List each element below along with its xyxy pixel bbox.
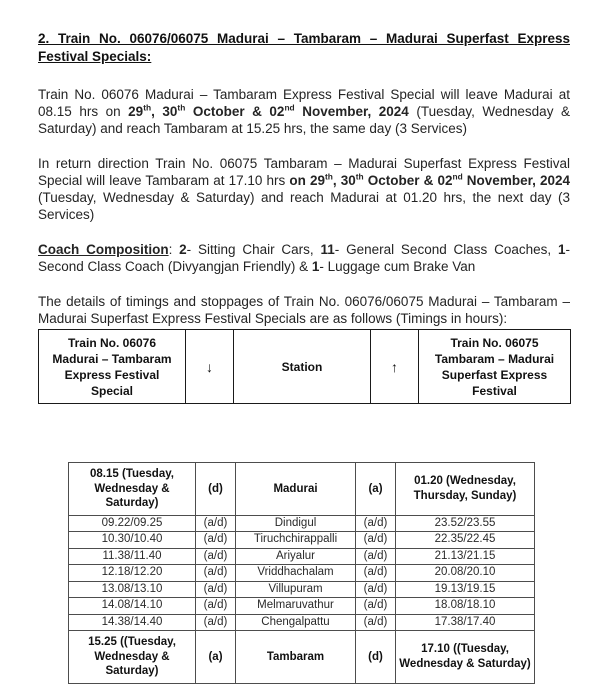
- up-marker-cell: (a): [356, 463, 396, 516]
- header-col-train-06075: Train No. 06075 Tambaram – Madurai Superfast Express Festival: [419, 330, 571, 404]
- table-row: [69, 598, 535, 615]
- down-marker-cell: (d): [196, 463, 236, 516]
- down-time-cell: 13.08/13.10: [69, 581, 196, 598]
- text-run: November, 2024: [294, 104, 409, 119]
- up-marker-cell: (a/d): [356, 598, 396, 615]
- station-cell: Tambaram: [236, 631, 356, 684]
- timing-table-body: [69, 463, 535, 684]
- text-run: , 30: [151, 104, 178, 119]
- text-run: 2. Train No. 06076/06075 Madurai – Tambaram – Madurai Superfast Express Festival Specials:: [38, 31, 570, 64]
- down-time-cell: 14.38/14.40: [69, 614, 196, 631]
- up-marker-cell: (a/d): [356, 565, 396, 582]
- text-run: - Luggage cum Brake Van: [319, 259, 476, 274]
- table-row: [69, 565, 535, 582]
- down-marker-cell: (a): [196, 631, 236, 684]
- text-run: 2: [179, 242, 187, 257]
- station-cell: Ariyalur: [236, 548, 356, 565]
- text-run: 11: [320, 242, 335, 257]
- text-run: - Sitting Chair Cars,: [186, 242, 321, 257]
- section-heading: [38, 30, 570, 66]
- paragraph-train-06076: [38, 86, 570, 137]
- header-table-row: [39, 330, 571, 404]
- table-row: [69, 463, 535, 516]
- down-arrow-icon: ↓: [186, 330, 234, 404]
- down-marker-cell: (a/d): [196, 548, 236, 565]
- up-time-cell: 23.52/23.55: [396, 515, 535, 532]
- up-time-cell: 17.10 ((Tuesday, Wednesday & Saturday): [396, 631, 535, 684]
- down-marker-cell: (a/d): [196, 515, 236, 532]
- train-header-table: [38, 329, 571, 404]
- text-run: October & 02: [363, 173, 453, 188]
- table-row: [69, 532, 535, 549]
- text-run: October & 02: [185, 104, 285, 119]
- up-time-cell: 01.20 (Wednesday, Thursday, Sunday): [396, 463, 535, 516]
- up-marker-cell: (d): [356, 631, 396, 684]
- down-time-cell: 09.22/09.25: [69, 515, 196, 532]
- station-cell: Chengalpattu: [236, 614, 356, 631]
- up-time-cell: 22.35/22.45: [396, 532, 535, 549]
- text-run: nd: [284, 102, 295, 113]
- timing-table: [68, 462, 535, 684]
- text-run: 29: [128, 104, 144, 119]
- down-marker-cell: (a/d): [196, 614, 236, 631]
- text-run: (Tuesday, Wednesday & Saturday) and reach Tambaram at 15.25 hrs, the same day (3 Services): [38, 104, 570, 136]
- paragraph-train-06075: [38, 155, 570, 223]
- up-marker-cell: (a/d): [356, 614, 396, 631]
- table-row: [69, 515, 535, 532]
- header-col-station: Station: [234, 330, 371, 404]
- text-run: - General Second Class Coaches,: [334, 242, 558, 257]
- text-run: 1: [311, 259, 320, 274]
- paragraph-table-intro: [38, 293, 570, 327]
- down-time-cell: 08.15 (Tuesday, Wednesday & Saturday): [69, 463, 196, 516]
- text-run: (Tuesday, Wednesday & Saturday) and reach Madurai at 01.20 hrs, the next day (3 Services): [38, 190, 570, 222]
- up-marker-cell: (a/d): [356, 532, 396, 549]
- down-time-cell: 11.38/11.40: [69, 548, 196, 565]
- station-cell: Villupuram: [236, 581, 356, 598]
- text-run: nd: [452, 171, 463, 182]
- table-row: [69, 614, 535, 631]
- station-cell: Vriddhachalam: [236, 565, 356, 582]
- table-row: [69, 548, 535, 565]
- down-marker-cell: (a/d): [196, 532, 236, 549]
- header-col-train-06076: Train No. 06076 Madurai – Tambaram Express Festival Special: [39, 330, 186, 404]
- station-cell: Dindigul: [236, 515, 356, 532]
- table-row: [69, 631, 535, 684]
- up-time-cell: 20.08/20.10: [396, 565, 535, 582]
- text-run: , 30: [332, 173, 356, 188]
- station-cell: Madurai: [236, 463, 356, 516]
- table-row: [69, 581, 535, 598]
- text-run: Coach Composition: [38, 242, 169, 257]
- down-time-cell: 15.25 ((Tuesday, Wednesday & Saturday): [69, 631, 196, 684]
- text-run: :: [168, 242, 180, 257]
- up-time-cell: 18.08/18.10: [396, 598, 535, 615]
- text-run: on 29: [289, 173, 325, 188]
- text-run: The details of timings and stoppages of Train No. 06076/06075 Madurai – Tambaram – Madurai Superfast Express Festival Specials are as follows (Timings in hours):: [38, 294, 570, 326]
- text-run: th: [324, 171, 333, 182]
- text-run: - Second Class Coach (Divyangjan Friendly) &: [38, 242, 570, 274]
- text-run: 1: [557, 242, 566, 257]
- down-marker-cell: (a/d): [196, 581, 236, 598]
- up-arrow-icon: ↑: [371, 330, 419, 404]
- down-time-cell: 12.18/12.20: [69, 565, 196, 582]
- paragraph-coach-composition: [38, 241, 570, 275]
- text-run: In return direction Train No. 06075 Tambaram – Madurai Superfast Express Festival Special will leave Tambaram at 17.10 hrs: [38, 156, 570, 188]
- station-cell: Tiruchchirappalli: [236, 532, 356, 549]
- up-marker-cell: (a/d): [356, 581, 396, 598]
- up-marker-cell: (a/d): [356, 515, 396, 532]
- text-run: Train No. 06076 Madurai – Tambaram Express Festival Special will leave Madurai at 08.15 hrs on: [38, 87, 570, 119]
- up-time-cell: 17.38/17.40: [396, 614, 535, 631]
- text-run: th: [177, 102, 186, 113]
- down-time-cell: 14.08/14.10: [69, 598, 196, 615]
- down-time-cell: 10.30/10.40: [69, 532, 196, 549]
- text-run: November, 2024: [462, 173, 570, 188]
- text-run: th: [143, 102, 152, 113]
- down-marker-cell: (a/d): [196, 565, 236, 582]
- up-time-cell: 19.13/19.15: [396, 581, 535, 598]
- text-run: th: [355, 171, 364, 182]
- up-time-cell: 21.13/21.15: [396, 548, 535, 565]
- down-marker-cell: (a/d): [196, 598, 236, 615]
- station-cell: Melmaruvathur: [236, 598, 356, 615]
- up-marker-cell: (a/d): [356, 548, 396, 565]
